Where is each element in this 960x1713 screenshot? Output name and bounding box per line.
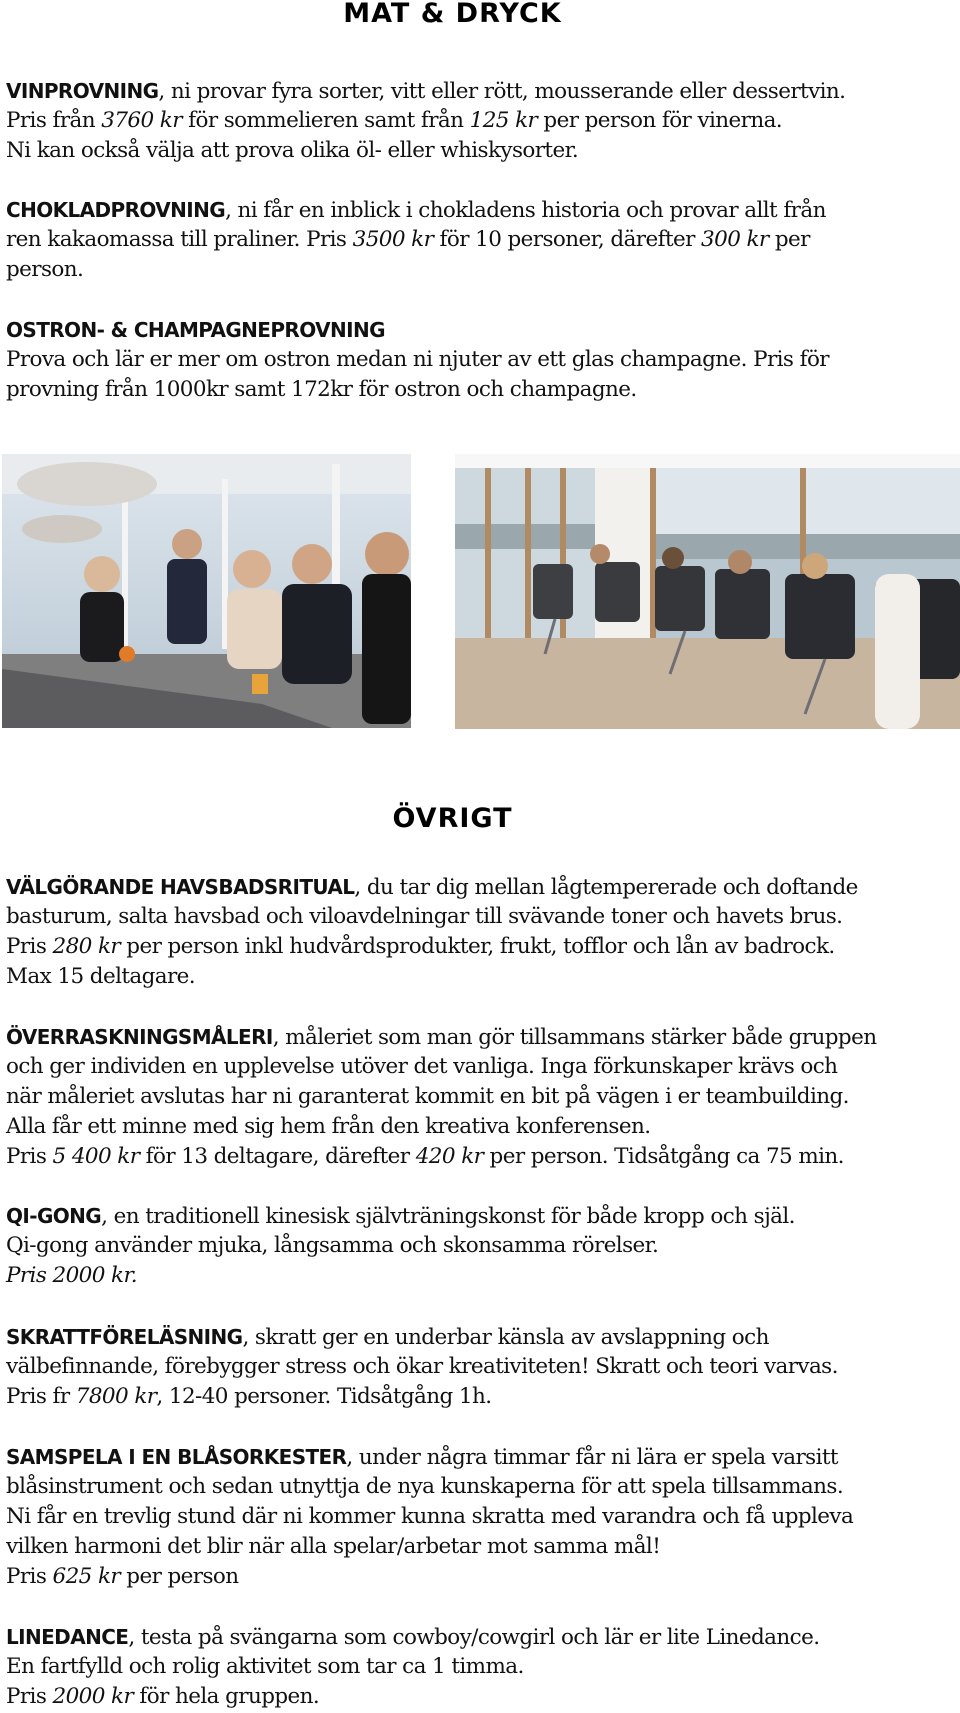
section-heading-ovrigt: ÖVRIGT — [392, 803, 513, 834]
lead-havsbadsritual: VÄLGÖRANDE HAVSBADSRITUAL — [6, 875, 355, 899]
paragraph-skrattforelasning: SKRATTFÖRELÄSNING, skratt ger en underbar känsla av avslappning och välbefinnande, förebygger stress och ökar kreativiteten! Skratt och teori varvas. Pris fr 7800 kr, 12-40 personer. Tidsåtgång 1h. — [6, 1325, 838, 1409]
lead-chokladprovning: CHOKLADPROVNING — [6, 198, 226, 222]
price-value: 2000 kr — [52, 1684, 134, 1709]
paragraph-linedance: LINEDANCE, testa på svängarna som cowboy/cowgirl och lär er lite Linedance. En fartfylld och rolig aktivitet som tar ca 1 timma. Pris 2000 kr för hela gruppen. — [6, 1625, 820, 1709]
paragraph-havsbadsritual: VÄLGÖRANDE HAVSBADSRITUAL, du tar dig mellan lågtempererade och doftande basturum, salta havsbad och viloavdelningar till svävande toner och havets brus. Pris 280 kr per person inkl hudvårdsprodukter, frukt, tofflor och lån av badrock. Max 15 deltagare. — [6, 875, 858, 989]
paragraph-overraskningsmaleri: ÖVERRASKNINGSMÅLERI, måleriet som man gör tillsammans stärker både gruppen och ger individen en upplevelse utöver det vanliga. Inga förkunskaper krävs och när måleriet avslutas har ni garanterat kommit en bit på vägen i er teambuilding. Alla får ett minne med sig hem från den kreativa konferensen. Pris 5 400 kr för 13 deltagare, därefter 420 kr per person. Tidsåtgång ca 75 min. — [6, 1025, 877, 1169]
price-value: 5 400 kr — [52, 1144, 140, 1169]
photo-bar-mingel — [2, 454, 411, 728]
price-value: 3500 kr — [352, 227, 434, 252]
lead-skrattforelasning: SKRATTFÖRELÄSNING — [6, 1325, 243, 1349]
section-heading-mat-dryck: MAT & DRYCK — [343, 0, 562, 29]
price-value: 420 kr — [415, 1144, 484, 1169]
price-value: 125 kr — [469, 108, 538, 133]
price-value: 625 kr — [52, 1564, 121, 1589]
price-value: 280 kr — [52, 934, 121, 959]
price-value: 3760 kr — [101, 108, 182, 133]
lead-linedance: LINEDANCE — [6, 1625, 129, 1649]
lead-ostron-champagneprovning: OSTRON- & CHAMPAGNEPROVNING — [6, 318, 385, 342]
paragraph-chokladprovning: CHOKLADPROVNING, ni får en inblick i chokladens historia och provar allt från ren kakaomassa till praliner. Pris 3500 kr för 10 personer, därefter 300 kr per person. — [6, 198, 826, 282]
photo-vilorum — [455, 454, 960, 729]
price-value: Pris 2000 kr. — [6, 1263, 138, 1288]
price-value: 300 kr — [701, 227, 769, 252]
paragraph-qi-gong: QI-GONG, en traditionell kinesisk självträningskonst för både kropp och själ. Qi-gong använder mjuka, långsamma och skonsamma rörelser. Pris 2000 kr. — [6, 1201, 906, 1291]
lead-blasorkester: SAMSPELA I EN BLÅSORKESTER — [6, 1445, 347, 1469]
lead-vinprovning: VINPROVNING — [6, 79, 159, 103]
paragraph-vinprovning: VINPROVNING, ni provar fyra sorter, vitt eller rött, mousserande eller dessertvin. Pris från 3760 kr för sommelieren samt från 125 kr per person för vinerna. Ni kan också välja att prova olika öl- eller whiskysorter. — [6, 79, 846, 163]
price-value: 7800 kr — [75, 1384, 157, 1409]
paragraph-blasorkester: SAMSPELA I EN BLÅSORKESTER, under några timmar får ni lära er spela varsitt blåsinstrument och sedan utnyttja de nya kunskaperna för att spela tillsammans. Ni får en trevlig stund där ni kommer kunna skratta med varandra och få uppleva vilken harmoni det blir när alla spelar/arbetar mot samma mål! Pris 625 kr per person — [6, 1445, 854, 1589]
lead-qi-gong: QI-GONG — [6, 1204, 102, 1228]
paragraph-ostron-champagneprovning: OSTRON- & CHAMPAGNEPROVNING Prova och lär er mer om ostron medan ni njuter av ett glas champagne. Pris för provning från 1000kr samt 172kr för ostron och champagne. — [6, 318, 829, 402]
lead-overraskningsmaleri: ÖVERRASKNINGSMÅLERI — [6, 1025, 273, 1049]
